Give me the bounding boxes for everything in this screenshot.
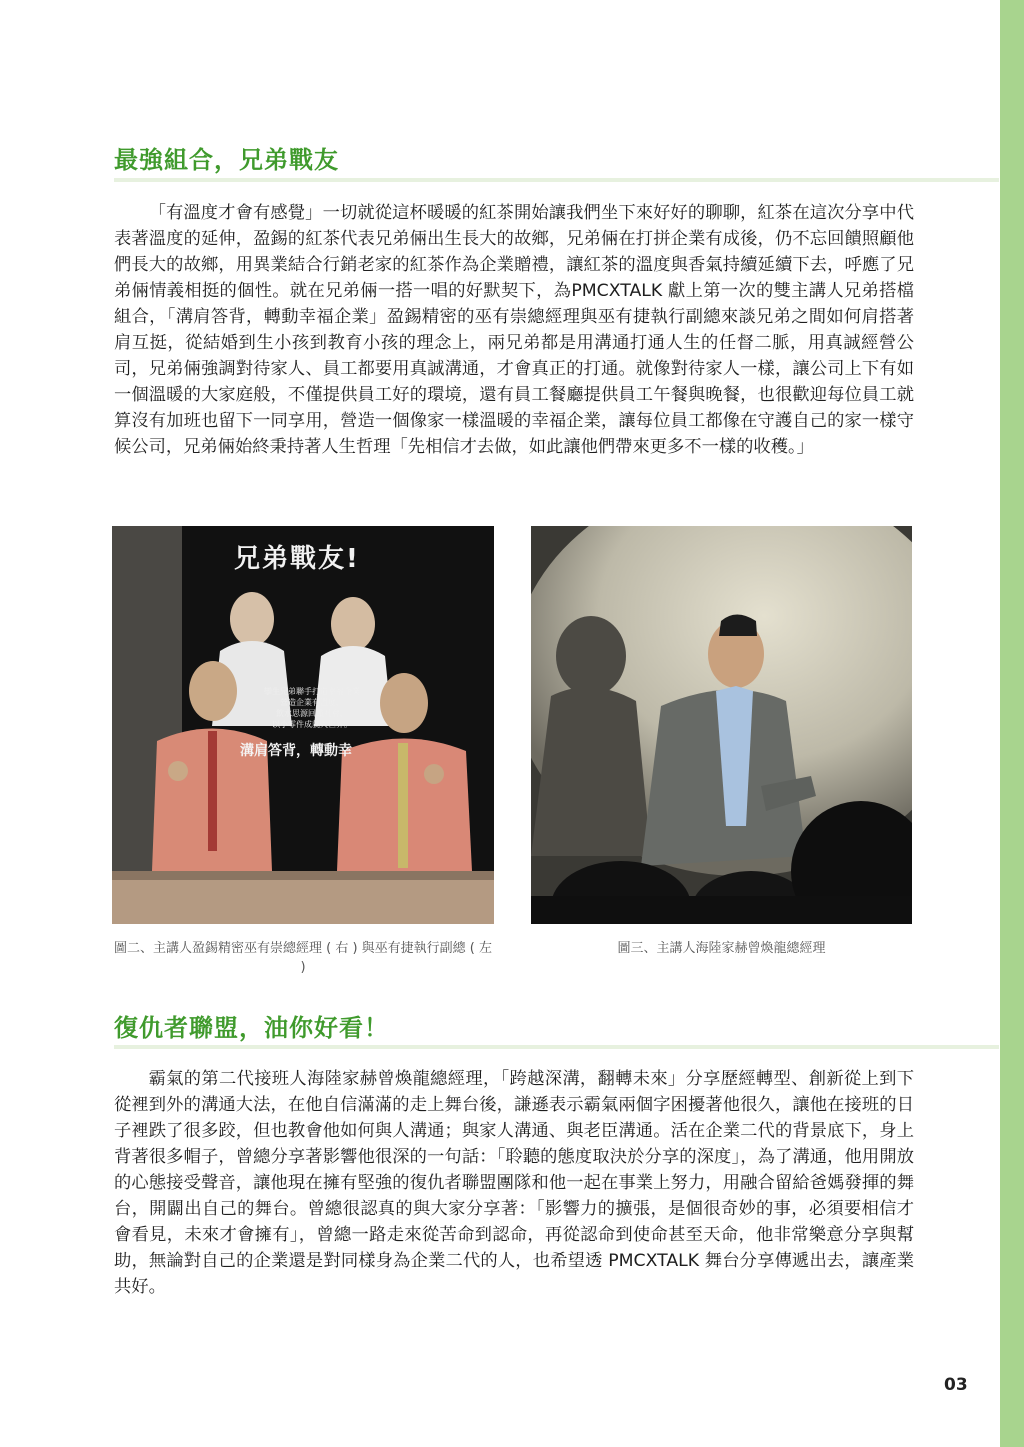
poster-title: 兄弟戰友!	[234, 544, 360, 574]
poster-text-line: 以小零件成就大世界。	[272, 720, 352, 729]
side-accent-bar	[1000, 0, 1024, 1447]
section-heading-1: 最強組合，兄弟戰友	[114, 146, 339, 174]
section-paragraph-1: 「有溫度才會有感覺」一切就從這杯暖暖的紅茶開始讓我們坐下來好好的聊聊，紅茶在這次分享中代表著溫度的延伸，盈錫的紅茶代表兄弟倆出生長大的故鄉，兄弟倆在打拼企業有成後，仍不忘回饋照顧他們長大的故鄉，用異業結合行銷老家的紅茶作為企業贈禮，讓紅茶的溫度與香氣持續延續下去，呼應了兄弟倆情義相挺的個性。就在兄弟倆一搭一唱的好默契下，為PMCXTALK 獻上第一次的雙主講人兄弟搭檔組合，「溝肩答背，轉動幸福企業」盈錫精密的巫有崇總經理與巫有捷執行副總來談兄弟之間如何肩搭著肩互挺，從結婚到生小孩到教育小孩的理念上，兩兄弟都是用溝通打通人生的任督二脈，用真誠經營公司，兄弟倆強調對待家人、員工都要用真誠溝通，才會真正的打通。就像對待家人一樣，讓公司上下有如一個溫暖的大家庭般，不僅提供員工好的環境，還有員工餐廳提供員工午餐與晚餐，也很歡迎每位員工就算沒有加班也留下一同享用，營造一個像家一樣溫暖的幸福企業，讓每位員工都像在守護自己的家一樣守候公司，兄弟倆始終秉持著人生哲理「先相信才去做，如此讓他們帶來更多不一樣的收穫。」	[114, 203, 914, 457]
photo-speaker	[531, 526, 912, 924]
poster-text-line: 飲水思源回饋社會，	[276, 709, 348, 718]
heading-underline-1	[114, 178, 999, 182]
photo-brothers	[112, 526, 494, 924]
page-number: 03	[944, 1375, 968, 1395]
poster-text-line: 營造企業有溫度，	[280, 698, 344, 707]
poster-text-line: 孿生兄弟聯手打造幸福企業	[264, 687, 360, 696]
heading-underline-2	[114, 1045, 999, 1049]
section-paragraph-2: 霸氣的第二代接班人海陸家赫曾煥龍總經理，「跨越深溝，翻轉未來」分享歷經轉型、創新從上到下從裡到外的溝通大法，在他自信滿滿的走上舞台後，謙遜表示霸氣兩個字困擾著他很久，讓他在接班的日子裡跌了很多跤，但也教會他如何與人溝通；與家人溝通、與老臣溝通。活在企業二代的背景底下，身上背著很多帽子，曾總分享著影響他很深的一句話：「聆聽的態度取決於分享的深度」，為了溝通，他用開放的心態接受聲音，讓他現在擁有堅強的復仇者聯盟團隊和他一起在事業上努力，用融合留給爸媽發揮的舞台，開闢出自己的舞台。曾總很認真的與大家分享著：「影響力的擴張，是個很奇妙的事，必須要相信才會看見，未來才會擁有」，曾總一路走來從苦命到認命，再從認命到使命甚至天命，他非常樂意分享與幫助，無論對自己的企業還是對同樣身為企業二代的人，也希望透 PMCXTALK 舞台分享傳遞出去，讓產業共好。	[114, 1069, 914, 1297]
photo-caption-2: 圖三、主講人海陸家赫曾煥龍總經理	[617, 941, 826, 956]
photo-speaker-image	[531, 526, 912, 924]
section-heading-2: 復仇者聯盟，油你好看！	[114, 1014, 389, 1042]
poster-slogan: 溝肩答背，轉動幸	[240, 743, 352, 759]
poster-text	[252, 686, 372, 730]
photo-caption-1: 圖二、主講人盈錫精密巫有崇總經理 ( 右 ) 與巫有捷執行副總 ( 左 )	[113, 941, 492, 975]
